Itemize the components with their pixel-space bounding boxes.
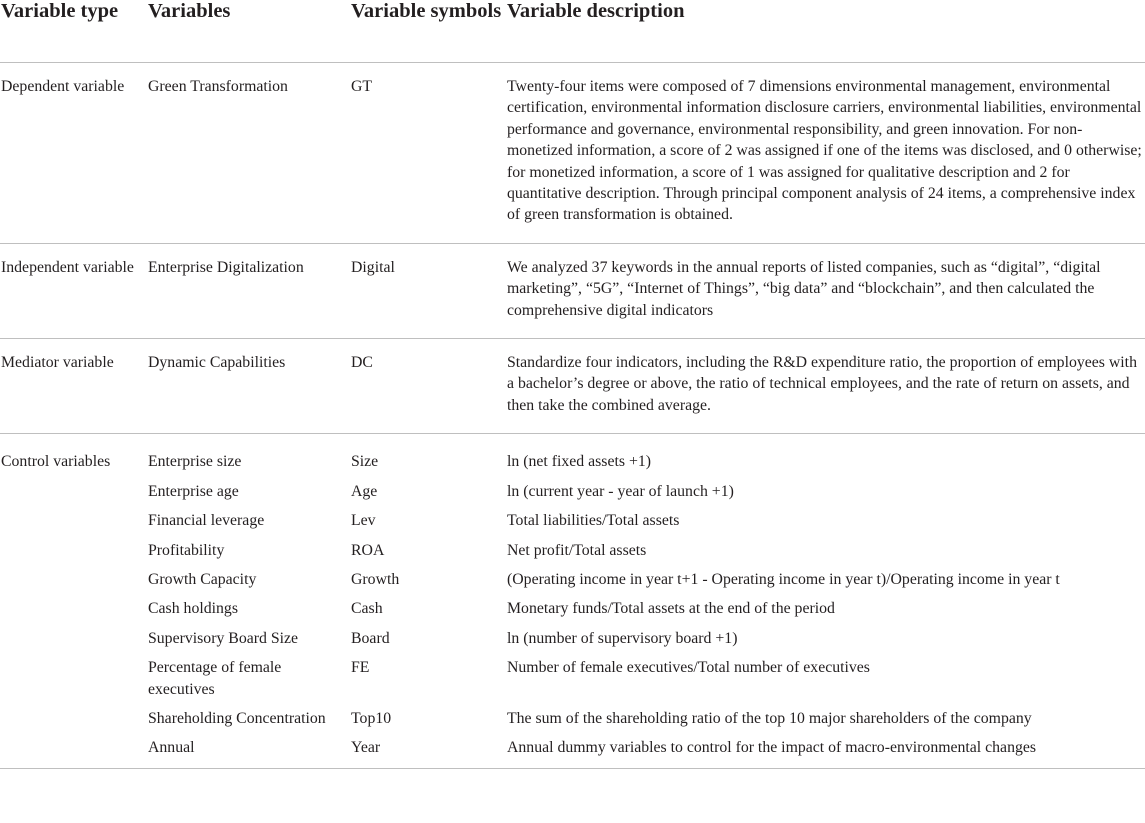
variable-description-cell: ln (current year - year of launch +1) [507, 482, 734, 500]
variable-type-cell [0, 534, 148, 563]
variable-type-cell [0, 622, 148, 651]
table-row [0, 475, 1145, 504]
variable-type-cell [0, 651, 148, 702]
variable-name-cell: Percentage of female executives [148, 659, 282, 698]
variable-symbol-cell: Top10 [351, 709, 392, 727]
table-body [0, 63, 1145, 769]
variable-type-cell [0, 731, 148, 768]
variable-symbol-cell: Age [351, 482, 378, 500]
table-row [0, 563, 1145, 592]
table-row [0, 534, 1145, 563]
variable-description-cell: ln (net fixed assets +1) [507, 453, 652, 471]
table-row [0, 592, 1145, 621]
variable-symbol-cell: ROA [351, 541, 385, 559]
variable-type-cell [0, 563, 148, 592]
variable-description-cell: Number of female executives/Total number of executives [507, 659, 870, 677]
variable-name-cell: Profitability [148, 541, 225, 559]
header-variable-symbols: Variable symbols [351, 0, 507, 63]
variable-type-cell: Independent variable [0, 243, 148, 338]
table-row [0, 702, 1145, 731]
variable-type-cell: Dependent variable [0, 63, 148, 244]
variable-symbol-cell: Cash [351, 600, 383, 618]
variable-type-cell [0, 504, 148, 533]
table-row [0, 504, 1145, 533]
variable-symbol-cell: Lev [351, 512, 376, 530]
variable-symbol-cell: DC [351, 339, 507, 434]
table-row [0, 731, 1145, 768]
variable-description-cell: Total liabilities/Total assets [507, 512, 680, 530]
variable-type-cell: Mediator variable [0, 339, 148, 434]
variable-description-cell: Standardize four indicators, including the R&D expenditure ratio, the proportion of employees with a bachelor’s degree or above, the ratio of technical employees, and the rate of return on assets, and then take the combined average. [507, 339, 1145, 434]
variable-description-cell: Twenty-four items were composed of 7 dimensions environmental management, environmental certification, environmental information disclosure carriers, environmental liabilities, environmental performance and governance, environmental responsibility, and green innovation. For non-monetized information, a score of 2 was assigned if one of the items was disclosed, and 0 otherwise; for monetized information, a score of 1 was assigned for qualitative description and 2 for quantitative description. Through principal component analysis of 24 items, a comprehensive index of green transformation is obtained. [507, 63, 1145, 244]
table-row [0, 339, 1145, 434]
variable-name-cell: Growth Capacity [148, 570, 257, 588]
table-header [0, 0, 1145, 63]
table-row [0, 622, 1145, 651]
header-variable-description: Variable description [507, 0, 1145, 63]
variable-symbol-cell: Size [351, 453, 379, 471]
variable-type-cell [0, 475, 148, 504]
variable-description-cell: Annual dummy variables to control for the impact of macro-environmental changes [507, 731, 1145, 768]
variable-description-cell: ln (number of supervisory board +1) [507, 629, 738, 647]
variable-name-cell: Enterprise Digitalization [148, 243, 351, 338]
variable-description-cell: Monetary funds/Total assets at the end of the period [507, 600, 835, 618]
variable-name-cell: Annual [148, 731, 351, 768]
variable-type-cell [0, 702, 148, 731]
variable-description-cell: We analyzed 37 keywords in the annual reports of listed companies, such as “digital”, “digital marketing”, “5G”, “Internet of Things”, “big data” and “blockchain”, and then calculated the comprehensive digital indicators [507, 243, 1145, 338]
variable-symbol-cell: FE [351, 659, 370, 677]
table-row [0, 651, 1145, 702]
table-row [0, 243, 1145, 338]
header-row [0, 0, 1145, 63]
variable-description-cell: Net profit/Total assets [507, 541, 647, 559]
variable-type-cell: Control variables [1, 453, 111, 471]
variable-symbol-cell: Growth [351, 570, 400, 588]
variable-name-cell: Supervisory Board Size [148, 629, 299, 647]
variable-name-cell: Green Transformation [148, 63, 351, 244]
table-row [0, 63, 1145, 244]
variable-name-cell: Enterprise size [148, 453, 242, 471]
variable-description-cell: The sum of the shareholding ratio of the top 10 major shareholders of the company [507, 709, 1032, 727]
variable-name-cell: Dynamic Capabilities [148, 339, 351, 434]
variable-name-cell: Financial leverage [148, 512, 265, 530]
variable-symbol-cell: Year [351, 731, 507, 768]
variable-type-cell [0, 592, 148, 621]
header-variable-type: Variable type [0, 0, 148, 63]
variable-description-cell: (Operating income in year t+1 - Operating income in year t)/Operating income in year t [507, 570, 1060, 588]
variable-symbol-cell: Board [351, 629, 390, 647]
table-row [0, 434, 1145, 475]
variable-symbol-cell: Digital [351, 243, 507, 338]
variable-name-cell: Enterprise age [148, 482, 239, 500]
variable-symbol-cell: GT [351, 63, 507, 244]
variable-name-cell: Shareholding Concentration [148, 709, 326, 727]
variable-name-cell: Cash holdings [148, 600, 238, 618]
header-variables: Variables [148, 0, 351, 63]
